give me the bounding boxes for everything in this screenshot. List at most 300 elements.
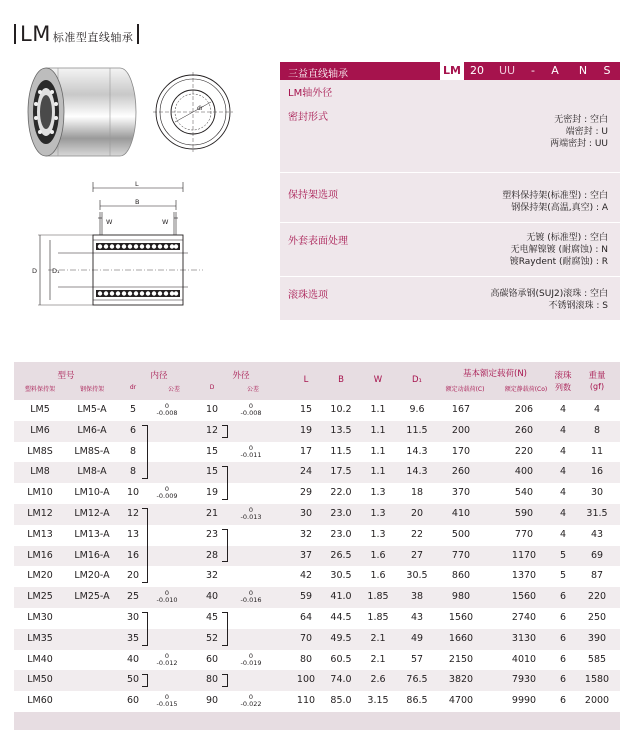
- hdr-balls: 滚珠: [554, 371, 572, 381]
- cell-balls: 6: [559, 591, 567, 603]
- title-suffix: 标准型直线轴承: [52, 31, 134, 44]
- hdr-D1: D₁: [412, 375, 422, 385]
- hdr-balls-sub: 列数: [555, 383, 571, 392]
- surface-option-r: 镀Raydent (耐腐蚀) : R: [509, 257, 608, 267]
- cell-W: 1.6: [370, 549, 386, 561]
- cell-W: 1.6: [370, 570, 386, 582]
- tol-lower: -0.019: [240, 658, 262, 667]
- cell-C: 370: [451, 487, 471, 499]
- section-drawing: [18, 180, 203, 310]
- cell-wt: 4: [593, 404, 601, 415]
- cell-Co: 1170: [511, 549, 537, 561]
- surface-title: 外套表面处理: [288, 236, 348, 247]
- cell-C: 770: [451, 549, 471, 561]
- tol-lower: -0.011: [240, 450, 262, 459]
- table-row: [14, 525, 620, 546]
- cell-balls: 4: [559, 424, 567, 436]
- code-divider: [280, 172, 620, 173]
- cell-wt: 2000: [584, 695, 610, 707]
- cell-L: 15: [299, 404, 313, 415]
- code-sub-label: LM轴外径: [288, 88, 333, 99]
- cell-dr: 16: [126, 549, 140, 561]
- cell-m2: LM12-A: [74, 507, 110, 519]
- cell-D-tol: [234, 694, 268, 708]
- cell-balls: 4: [559, 466, 567, 478]
- cell-D: 32: [205, 570, 219, 582]
- cell-Co: 1370: [511, 570, 537, 582]
- cell-D1: 27: [410, 549, 424, 561]
- cell-wt: 390: [587, 632, 607, 644]
- tolerance-bracket: [142, 425, 148, 479]
- cell-C: 1660: [448, 632, 474, 644]
- cell-m1: LM16: [27, 549, 53, 561]
- cell-wt: 585: [587, 653, 607, 665]
- hdr-outer-tol: 公差: [246, 386, 259, 393]
- cell-D1: 30.5: [406, 570, 428, 582]
- cell-D1: 57: [410, 653, 424, 665]
- cage-options: [502, 190, 608, 214]
- dim-W-right-label: W: [162, 218, 169, 226]
- tol-upper: 0: [248, 651, 254, 660]
- cell-D: 12: [205, 424, 219, 436]
- cell-B: 85.0: [330, 695, 352, 707]
- tol-upper: 0: [248, 505, 254, 514]
- table-row: [14, 400, 620, 421]
- cell-L: 24: [299, 466, 313, 478]
- cell-balls: 4: [559, 507, 567, 519]
- cell-B: 23.0: [330, 528, 352, 540]
- cell-Co: 3130: [511, 632, 537, 644]
- cell-D-tol: [234, 507, 268, 521]
- table-row: [14, 421, 620, 442]
- table-row: [14, 483, 620, 504]
- cell-D1: 22: [410, 528, 424, 540]
- cell-wt: 11: [590, 445, 604, 457]
- cell-m2: LM10-A: [74, 487, 110, 499]
- cell-m1: LM35: [27, 632, 53, 644]
- cell-L: 29: [299, 487, 313, 499]
- cell-Co: 590: [514, 507, 534, 519]
- hdr-model-steel: 钢保持架: [79, 386, 104, 393]
- tolerance-bracket: [222, 529, 228, 563]
- cell-m2: LM20-A: [74, 570, 110, 582]
- hdr-L: L: [303, 375, 309, 385]
- bearing-photo: [18, 60, 138, 165]
- cell-C: 410: [451, 507, 471, 519]
- cell-B: 30.5: [330, 570, 352, 582]
- tolerance-bracket: [222, 612, 228, 646]
- ball-option-stainless: 不锈钢滚珠 : S: [548, 301, 608, 311]
- tol-lower: -0.009: [156, 492, 178, 501]
- cell-wt: 31.5: [586, 507, 608, 519]
- cell-m1: LM12: [27, 507, 53, 519]
- tol-upper: 0: [248, 402, 254, 410]
- tolerance-bracket: [142, 508, 148, 583]
- cell-W: 1.1: [370, 404, 386, 415]
- cell-m1: LM5: [30, 404, 50, 415]
- seal-options: [550, 114, 608, 150]
- tolerance-bracket: [222, 674, 228, 687]
- cell-D1: 43: [410, 611, 424, 623]
- cell-wt: 1580: [584, 674, 610, 686]
- cell-D-tol: [234, 590, 268, 604]
- cell-B: 74.0: [330, 674, 352, 686]
- table-row: [14, 670, 620, 691]
- cell-dr: 13: [126, 528, 140, 540]
- hdr-W: W: [373, 375, 383, 385]
- cell-balls: 4: [559, 487, 567, 499]
- cell-W: 1.85: [367, 611, 389, 623]
- cell-Co: 400: [514, 466, 534, 478]
- cell-m2: LM8-A: [77, 466, 107, 478]
- cell-Co: 1560: [511, 591, 537, 603]
- cell-D-tol: [234, 653, 268, 667]
- cell-m2: LM8S-A: [74, 445, 110, 457]
- cell-dr: 8: [129, 466, 137, 478]
- cell-wt: 220: [587, 591, 607, 603]
- cell-C: 3820: [448, 674, 474, 686]
- tol-lower: -0.012: [156, 658, 178, 667]
- cell-D: 10: [205, 404, 219, 415]
- cell-C: 170: [451, 445, 471, 457]
- cell-m2: LM6-A: [77, 424, 107, 436]
- cell-Co: 540: [514, 487, 534, 499]
- cell-wt: 69: [590, 549, 604, 561]
- table-row: [14, 442, 620, 463]
- cell-D: 19: [205, 487, 219, 499]
- cell-B: 49.5: [330, 632, 352, 644]
- cell-D: 40: [205, 591, 219, 603]
- cell-dr-tol: [150, 694, 184, 708]
- cell-W: 2.1: [370, 632, 386, 644]
- cell-L: 70: [299, 632, 313, 644]
- table-row: [14, 650, 620, 671]
- seal-option-u: 端密封 : U: [565, 127, 608, 137]
- tolerance-bracket: [222, 466, 228, 500]
- cell-dr: 20: [126, 570, 140, 582]
- cell-D1: 14.3: [406, 466, 428, 478]
- dim-D-label: D: [32, 267, 38, 275]
- tol-lower: -0.010: [156, 596, 178, 605]
- hdr-outer: 外径: [232, 371, 250, 381]
- ball-options: [491, 288, 608, 312]
- cell-D: 60: [205, 653, 219, 665]
- dim-d-label: dr: [197, 105, 204, 112]
- table-row: [14, 629, 620, 650]
- spec-table: [14, 362, 620, 730]
- hdr-inner-dr: dr: [129, 384, 137, 391]
- tol-lower: -0.008: [240, 409, 262, 417]
- cell-L: 59: [299, 591, 313, 603]
- cage-option-steel: 钢保持架(高温,真空) : A: [511, 203, 608, 213]
- cell-L: 80: [299, 653, 313, 665]
- cell-L: 110: [296, 695, 316, 707]
- tol-upper: 0: [164, 651, 170, 660]
- cell-balls: 6: [559, 695, 567, 707]
- cell-Co: 2740: [511, 611, 537, 623]
- part-code-panel: [280, 62, 620, 320]
- cell-W: 1.3: [370, 507, 386, 519]
- cell-B: 60.5: [330, 653, 352, 665]
- cell-B: 10.2: [330, 404, 352, 415]
- cell-L: 30: [299, 507, 313, 519]
- title-bar-left: [14, 24, 16, 44]
- cell-D: 80: [205, 674, 219, 686]
- cell-m1: LM8S: [27, 445, 53, 457]
- cell-balls: 5: [559, 570, 567, 582]
- table-row: [14, 608, 620, 629]
- cell-m2: LM16-A: [74, 549, 110, 561]
- cell-C: 1560: [448, 611, 474, 623]
- hdr-B: B: [338, 375, 344, 385]
- cell-Co: 9990: [511, 695, 537, 707]
- cell-m1: LM30: [27, 611, 53, 623]
- cell-W: 2.1: [370, 653, 386, 665]
- cell-B: 41.0: [330, 591, 352, 603]
- cell-D: 52: [205, 632, 219, 644]
- cell-C: 200: [451, 424, 471, 436]
- hdr-load-dynamic: 额定动载荷(C): [445, 386, 485, 393]
- cell-W: 1.3: [370, 487, 386, 499]
- tol-upper: 0: [164, 693, 170, 702]
- cell-dr: 8: [129, 445, 137, 457]
- cell-L: 17: [299, 445, 313, 457]
- cell-D: 15: [205, 466, 219, 478]
- hdr-model-plastic: 塑料保持架: [24, 386, 55, 393]
- page-title: [14, 22, 139, 46]
- dim-D1-label: D₁: [52, 267, 60, 275]
- cell-balls: 6: [559, 653, 567, 665]
- cell-m2: LM25-A: [74, 591, 110, 603]
- tol-lower: -0.015: [156, 700, 178, 709]
- cell-D1: 14.3: [406, 445, 428, 457]
- cell-C: 4700: [448, 695, 474, 707]
- tol-upper: 0: [248, 693, 254, 702]
- cell-balls: 6: [559, 674, 567, 686]
- cell-L: 32: [299, 528, 313, 540]
- cell-Co: 220: [514, 445, 534, 457]
- tol-lower: -0.008: [156, 409, 178, 417]
- cell-D: 45: [205, 611, 219, 623]
- cell-dr: 10: [126, 487, 140, 499]
- cell-balls: 4: [559, 404, 567, 415]
- cell-balls: 4: [559, 445, 567, 457]
- table-row: [14, 691, 620, 712]
- code-divider: [280, 222, 620, 223]
- code-seg-cage: A: [551, 64, 559, 77]
- cell-W: 2.6: [370, 674, 386, 686]
- surface-option-n: 无电解镍镀 (耐腐蚀) : N: [510, 245, 608, 255]
- cell-B: 17.5: [330, 466, 352, 478]
- code-header: [280, 62, 620, 80]
- cell-m1: LM40: [27, 653, 53, 665]
- hdr-inner-tol: 公差: [167, 386, 180, 393]
- cell-m2: LM13-A: [74, 528, 110, 540]
- cell-m1: LM50: [27, 674, 53, 686]
- cell-W: 1.1: [370, 466, 386, 478]
- code-divider: [280, 276, 620, 277]
- cell-C: 2150: [448, 653, 474, 665]
- cell-D1: 20: [410, 507, 424, 519]
- cell-dr: 12: [126, 507, 140, 519]
- cell-L: 19: [299, 424, 313, 436]
- hdr-load-static: 额定静载荷(Co): [504, 386, 548, 393]
- code-seg-dash: -: [531, 64, 535, 77]
- cell-C: 260: [451, 466, 471, 478]
- cell-wt: 43: [590, 528, 604, 540]
- table-row: [14, 566, 620, 587]
- tol-lower: -0.022: [240, 700, 262, 709]
- seal-title: 密封形式: [288, 112, 328, 123]
- tol-upper: 0: [248, 443, 254, 452]
- code-seg-surface: N: [578, 64, 588, 77]
- cell-L: 37: [299, 549, 313, 561]
- tolerance-bracket: [142, 612, 148, 646]
- cell-D1: 86.5: [406, 695, 428, 707]
- cell-C: 860: [451, 570, 471, 582]
- cell-m1: LM13: [27, 528, 53, 540]
- hdr-load: 基本额定载荷(N): [463, 369, 527, 379]
- cell-dr: 25: [126, 591, 140, 603]
- cell-Co: 260: [514, 424, 534, 436]
- cell-m1: LM25: [27, 591, 53, 603]
- table-row: [14, 462, 620, 483]
- cell-D: 90: [205, 695, 219, 707]
- cell-D1: 18: [410, 487, 424, 499]
- hdr-outer-D: D: [209, 384, 215, 391]
- cell-D1: 76.5: [406, 674, 428, 686]
- hdr-weight: 重量: [588, 371, 606, 381]
- front-view-drawing: [153, 72, 233, 152]
- cell-C: 980: [451, 591, 471, 603]
- tol-upper: 0: [164, 589, 170, 598]
- cell-Co: 4010: [511, 653, 537, 665]
- title-prefix: LM: [20, 22, 51, 46]
- surface-options: [510, 232, 608, 268]
- tol-lower: -0.016: [240, 596, 262, 605]
- cell-dr: 30: [126, 611, 140, 623]
- cell-dr-tol: [150, 653, 184, 667]
- code-seg-seal: UU: [498, 64, 516, 77]
- tol-lower: -0.013: [240, 512, 262, 521]
- ball-title: 滚珠选项: [288, 290, 328, 301]
- cell-L: 42: [299, 570, 313, 582]
- cell-m2: LM5-A: [77, 404, 107, 415]
- code-header-label: 三益直线轴承: [288, 69, 348, 80]
- cage-option-plastic: 塑料保持架(标准型) : 空白: [502, 191, 608, 201]
- code-seg-ball: S: [603, 64, 611, 77]
- tol-upper: 0: [164, 485, 170, 494]
- tol-upper: 0: [164, 402, 170, 410]
- cage-title: 保持架选项: [288, 190, 338, 201]
- title-bar-right: [137, 24, 139, 44]
- cell-balls: 5: [559, 549, 567, 561]
- cell-wt: 250: [587, 611, 607, 623]
- cell-wt: 30: [590, 487, 604, 499]
- hdr-inner: 内径: [150, 371, 168, 381]
- cell-dr: 40: [126, 653, 140, 665]
- cell-D: 28: [205, 549, 219, 561]
- cell-W: 3.15: [367, 695, 389, 707]
- ball-option-suj2: 高碳铬承钢(SUJ2)滚珠 : 空白: [490, 289, 608, 299]
- table-body: [14, 400, 620, 712]
- cell-balls: 6: [559, 611, 567, 623]
- code-seg-lm: LM: [440, 62, 464, 80]
- table-row: [14, 504, 620, 525]
- cell-W: 1.85: [367, 591, 389, 603]
- cell-dr: 5: [129, 404, 137, 415]
- cell-wt: 8: [593, 424, 601, 436]
- cell-D1: 11.5: [406, 424, 428, 436]
- cell-L: 64: [299, 611, 313, 623]
- cell-dr-tol: [150, 590, 184, 604]
- cell-L: 100: [296, 674, 316, 686]
- seal-option-none: 无密封 : 空白: [554, 115, 608, 125]
- cell-B: 23.0: [330, 507, 352, 519]
- table-row: [14, 546, 620, 567]
- cell-B: 44.5: [330, 611, 352, 623]
- table-row: [14, 587, 620, 608]
- cell-dr: 6: [129, 424, 137, 436]
- cell-D1: 38: [410, 591, 424, 603]
- cell-C: 500: [451, 528, 471, 540]
- cell-B: 11.5: [330, 445, 352, 457]
- cell-D: 15: [205, 445, 219, 457]
- surface-option-none: 无镀 (标准型) : 空白: [526, 233, 608, 243]
- cell-wt: 87: [590, 570, 604, 582]
- cell-dr-tol: [150, 486, 184, 500]
- cell-D-tol: [234, 403, 268, 417]
- cell-wt: 16: [590, 466, 604, 478]
- cell-D1: 49: [410, 632, 424, 644]
- cell-W: 1.1: [370, 424, 386, 436]
- cell-dr: 60: [126, 695, 140, 707]
- cell-m1: LM20: [27, 570, 53, 582]
- table-header: [14, 362, 620, 400]
- hdr-model: 型号: [57, 371, 75, 381]
- cell-dr-tol: [150, 403, 184, 417]
- cell-W: 1.3: [370, 528, 386, 540]
- cell-m1: LM10: [27, 487, 53, 499]
- cell-dr: 35: [126, 632, 140, 644]
- code-seg-size: 20: [470, 64, 484, 77]
- cell-D: 21: [205, 507, 219, 519]
- cell-B: 22.0: [330, 487, 352, 499]
- cell-C: 167: [451, 404, 471, 415]
- cell-balls: 6: [559, 632, 567, 644]
- cell-B: 13.5: [330, 424, 352, 436]
- tol-upper: 0: [248, 589, 254, 598]
- cell-m1: LM6: [30, 424, 50, 436]
- cell-B: 26.5: [330, 549, 352, 561]
- tolerance-bracket: [222, 425, 228, 438]
- seal-option-uu: 两端密封 : UU: [550, 139, 608, 149]
- cell-D1: 9.6: [409, 404, 425, 415]
- cell-Co: 770: [514, 528, 534, 540]
- cell-D-tol: [234, 445, 268, 459]
- cell-dr: 50: [126, 674, 140, 686]
- cell-m1: LM60: [27, 695, 53, 707]
- cell-balls: 4: [559, 528, 567, 540]
- table-footer: [14, 712, 620, 730]
- cell-m1: LM8: [30, 466, 50, 478]
- cell-W: 1.1: [370, 445, 386, 457]
- dim-W-left-label: W: [106, 218, 113, 226]
- cell-D: 23: [205, 528, 219, 540]
- hdr-weight-sub: (gf): [589, 382, 605, 391]
- cell-Co: 7930: [511, 674, 537, 686]
- tolerance-bracket: [142, 674, 148, 687]
